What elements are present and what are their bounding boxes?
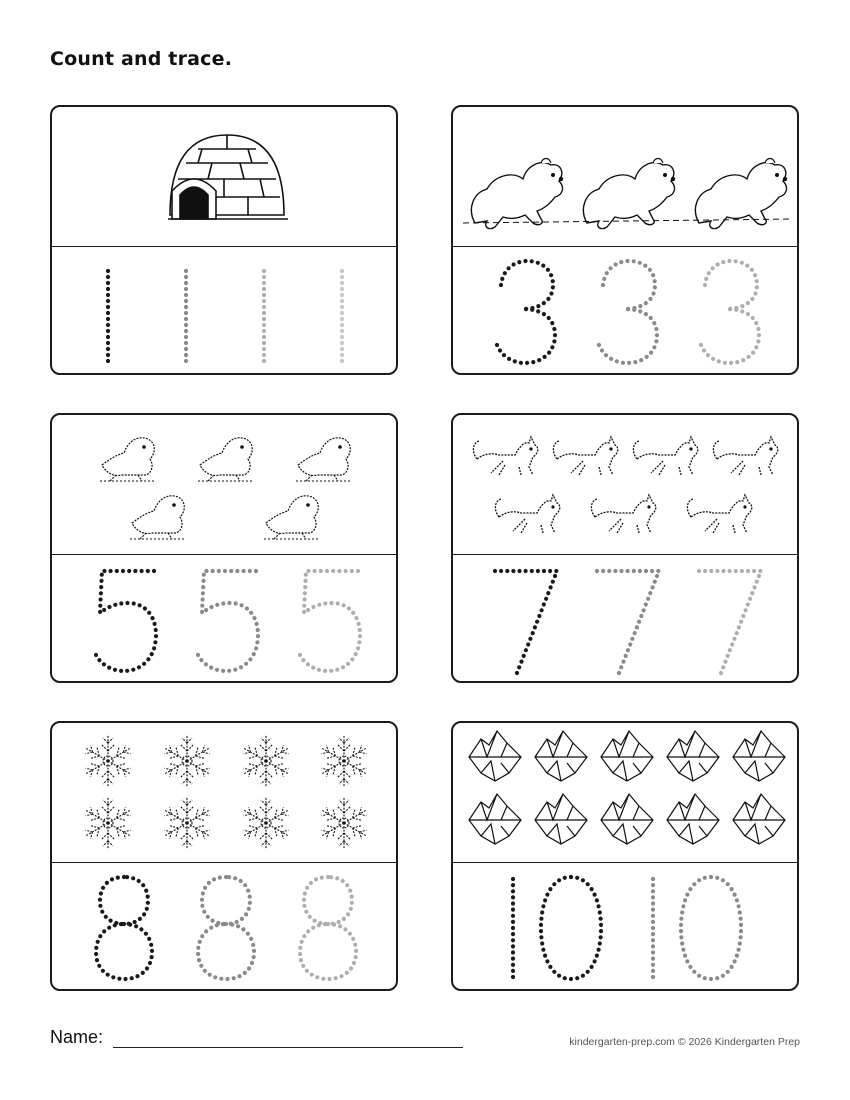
snowflake-icons [52, 723, 398, 862]
polar-bear-icons [453, 107, 799, 246]
picture-area [453, 723, 797, 863]
card-number-7 [451, 413, 799, 683]
trace-area [52, 863, 396, 991]
picture-area [453, 415, 797, 555]
seal-icons [52, 415, 398, 554]
trace-area [453, 555, 797, 683]
trace-digits [52, 863, 398, 991]
picture-area [52, 723, 396, 863]
trace-digits [52, 555, 398, 683]
picture-area [453, 107, 797, 247]
igloo-icon [52, 107, 398, 246]
trace-area [453, 247, 797, 375]
card-number-1 [50, 105, 398, 375]
card-number-3 [451, 105, 799, 375]
worksheet-title: Count and trace. [50, 48, 233, 70]
picture-area [52, 107, 396, 247]
arctic-fox-icons [453, 415, 799, 554]
trace-digits [52, 247, 398, 375]
copyright-text: kindergarten-prep.com © 2026 Kindergarten Prep [569, 1036, 800, 1048]
card-number-10 [451, 721, 799, 991]
iceberg-icons [453, 723, 799, 862]
name-input-line[interactable] [113, 1047, 463, 1048]
name-label: Name: [50, 1027, 104, 1047]
trace-digits [453, 555, 799, 683]
trace-digits [453, 247, 799, 375]
trace-area [453, 863, 797, 991]
trace-digits [453, 863, 799, 991]
card-number-5 [50, 413, 398, 683]
card-number-8 [50, 721, 398, 991]
picture-area [52, 415, 396, 555]
trace-area [52, 555, 396, 683]
trace-area [52, 247, 396, 375]
